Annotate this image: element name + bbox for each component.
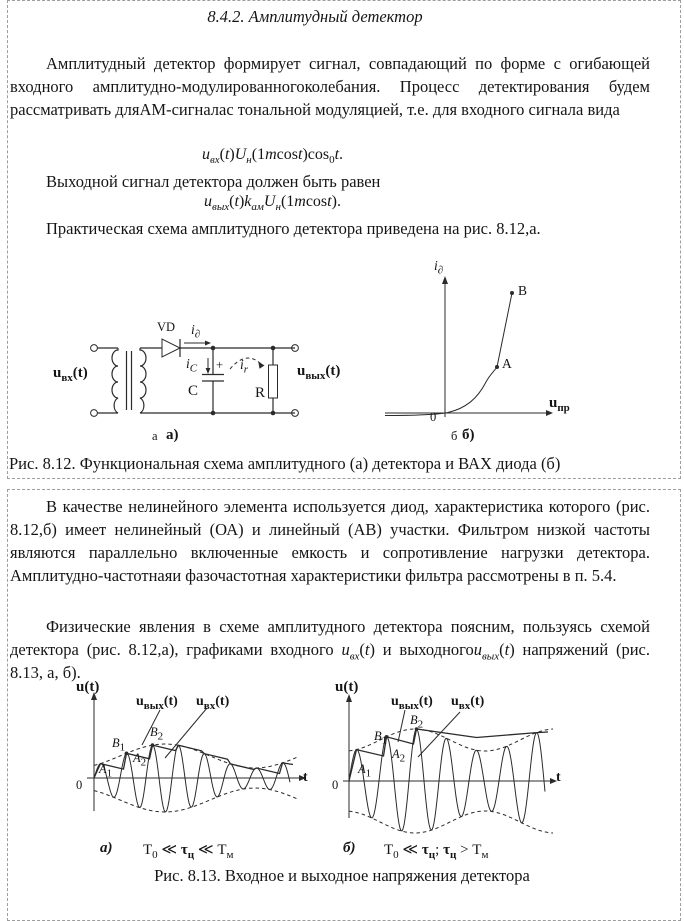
formula-input-signal: $u_{вх}(t)U_н(1mcost)\cos_0t$.	[201, 146, 344, 167]
wave-left-b1: $B_1$	[112, 736, 126, 754]
diode-label: VD	[157, 320, 176, 334]
vax-point-a-label: A	[502, 356, 512, 371]
capacitor-label: C	[188, 383, 199, 399]
circuit-output-voltage-label: $u_{вых}(t)$	[297, 363, 341, 382]
transformer-secondary-coil	[140, 348, 146, 413]
plus-sign: +	[216, 358, 224, 372]
resistor-label: R	[255, 385, 266, 401]
fig813b-tag: б)	[343, 840, 356, 856]
fig813b-condition: $T_0$ ≪ $\tau_ц$; $\tau_ц > T_м$	[384, 842, 489, 861]
wave-left-b2: $B_2$	[150, 725, 164, 743]
diode-characteristic-curve	[385, 293, 512, 416]
fig812a-tag: а)	[166, 427, 179, 443]
wave-right-b2: $B_2$	[410, 713, 424, 731]
uout-leader-line	[398, 710, 405, 742]
wave-right-ut-label: u(t)	[335, 679, 359, 695]
resistor-symbol	[269, 365, 278, 398]
wave-left-t-label: t	[303, 770, 308, 785]
capacitor-current-label: $i_C$	[186, 356, 198, 375]
wave-right-a2: $A_2$	[392, 747, 406, 765]
wave-left-ut-label: u(t)	[76, 679, 100, 695]
transformer-primary-coil	[112, 348, 118, 413]
paragraph-1: Амплитудный детектор формирует сигнал, совпадающий по форме с огибающей входного амплитудно-модулированногоколебания. Процесс детектирования будем рассматривать дляАМ-сигналас тональной модуляцией, т.е. для входного сигнала вида	[10, 54, 650, 119]
fig812b-tag: б)	[462, 427, 475, 443]
circuit-diagram-figure	[40, 255, 360, 455]
fig813a-tag: а)	[100, 840, 113, 856]
figure-813-caption: Рис. 8.13. Входное и выходное напряжения детектора	[154, 866, 530, 885]
am-carrier-wave	[349, 729, 545, 831]
diode-current-label: $i_\partial$	[191, 322, 201, 341]
fig812a-small-tag: а	[152, 429, 158, 443]
wave-right-uout-label: $u_{вых}(t)$	[391, 694, 433, 712]
wave-right-b1: $B_1$	[374, 729, 388, 747]
vax-x-axis-label: $u_{пр}$	[549, 395, 570, 414]
line-practical-scheme: Практическая схема амплитудного детектора приведена на рис. 8.12,а.	[46, 219, 541, 238]
wave-left-uout-label: $u_{вых}(t)$	[136, 694, 178, 712]
vax-point-b-label: B	[518, 283, 528, 298]
circuit-input-voltage-label: $u_{вх}(t)$	[53, 365, 88, 384]
wave-right-a1: $A_1$	[358, 762, 372, 780]
paragraph-3: Физические явления в схеме амплитудного детектора поясним, пользуясь схемой детектора (рис. 8.12,а), графиками входного $u_{вх}(t)$ и выходногоu$_{вых}$(t) напряжений (рис. 8.13, а, б).	[10, 617, 651, 682]
vax-y-axis-label: $i_\partial$	[434, 258, 444, 277]
formula-output-signal: $u_{вых}(t)k_{ам}U_н(1mcost)$.	[204, 193, 341, 214]
line-output-signal: Выходной сигнал детектора должен быть равен	[46, 172, 381, 191]
figure-812-caption: Рис. 8.12. Функциональная схема амплитудного (а) детектора и ВАХ диода (б)	[9, 454, 561, 473]
wave-right-uin-label: $u_{вх}(t)$	[451, 694, 485, 712]
load-current-label: $i_r$	[240, 357, 249, 376]
paragraph-2: В качестве нелинейного элемента используется диод, характеристика которого (рис. 8.12,б) имеет нелинейный (ОА) и линейный (АВ) участки. Фильтром низкой частоты являются параллельно включенные емкость и сопротивление нагрузки детектора. Амплитудно-частотнаяи фазочастотная характеристики фильтра рассмотрены в п. 5.4.	[10, 497, 650, 585]
am-carrier-wave	[94, 745, 290, 812]
section-title: 8.4.2. Амплитудный детектор	[207, 7, 423, 26]
wave-left-uin-label: $u_{вх}(t)$	[196, 694, 230, 712]
wave-left-a2: $A_2$	[133, 751, 147, 769]
wave-left-a1: $A_1$	[99, 762, 113, 780]
fig812b-small-tag: б	[451, 429, 458, 443]
vax-origin-label: 0	[430, 410, 437, 424]
input-terminal-top	[91, 345, 98, 352]
input-terminal-bottom	[91, 410, 98, 417]
fig813a-condition: $T_0$ ≪ $\tau_ц$ ≪ $T_м$	[143, 842, 234, 861]
wave-left-zero: 0	[76, 778, 83, 792]
wave-right-zero: 0	[332, 778, 339, 792]
wave-right-t-label: t	[556, 770, 561, 785]
diode-symbol	[162, 339, 180, 357]
